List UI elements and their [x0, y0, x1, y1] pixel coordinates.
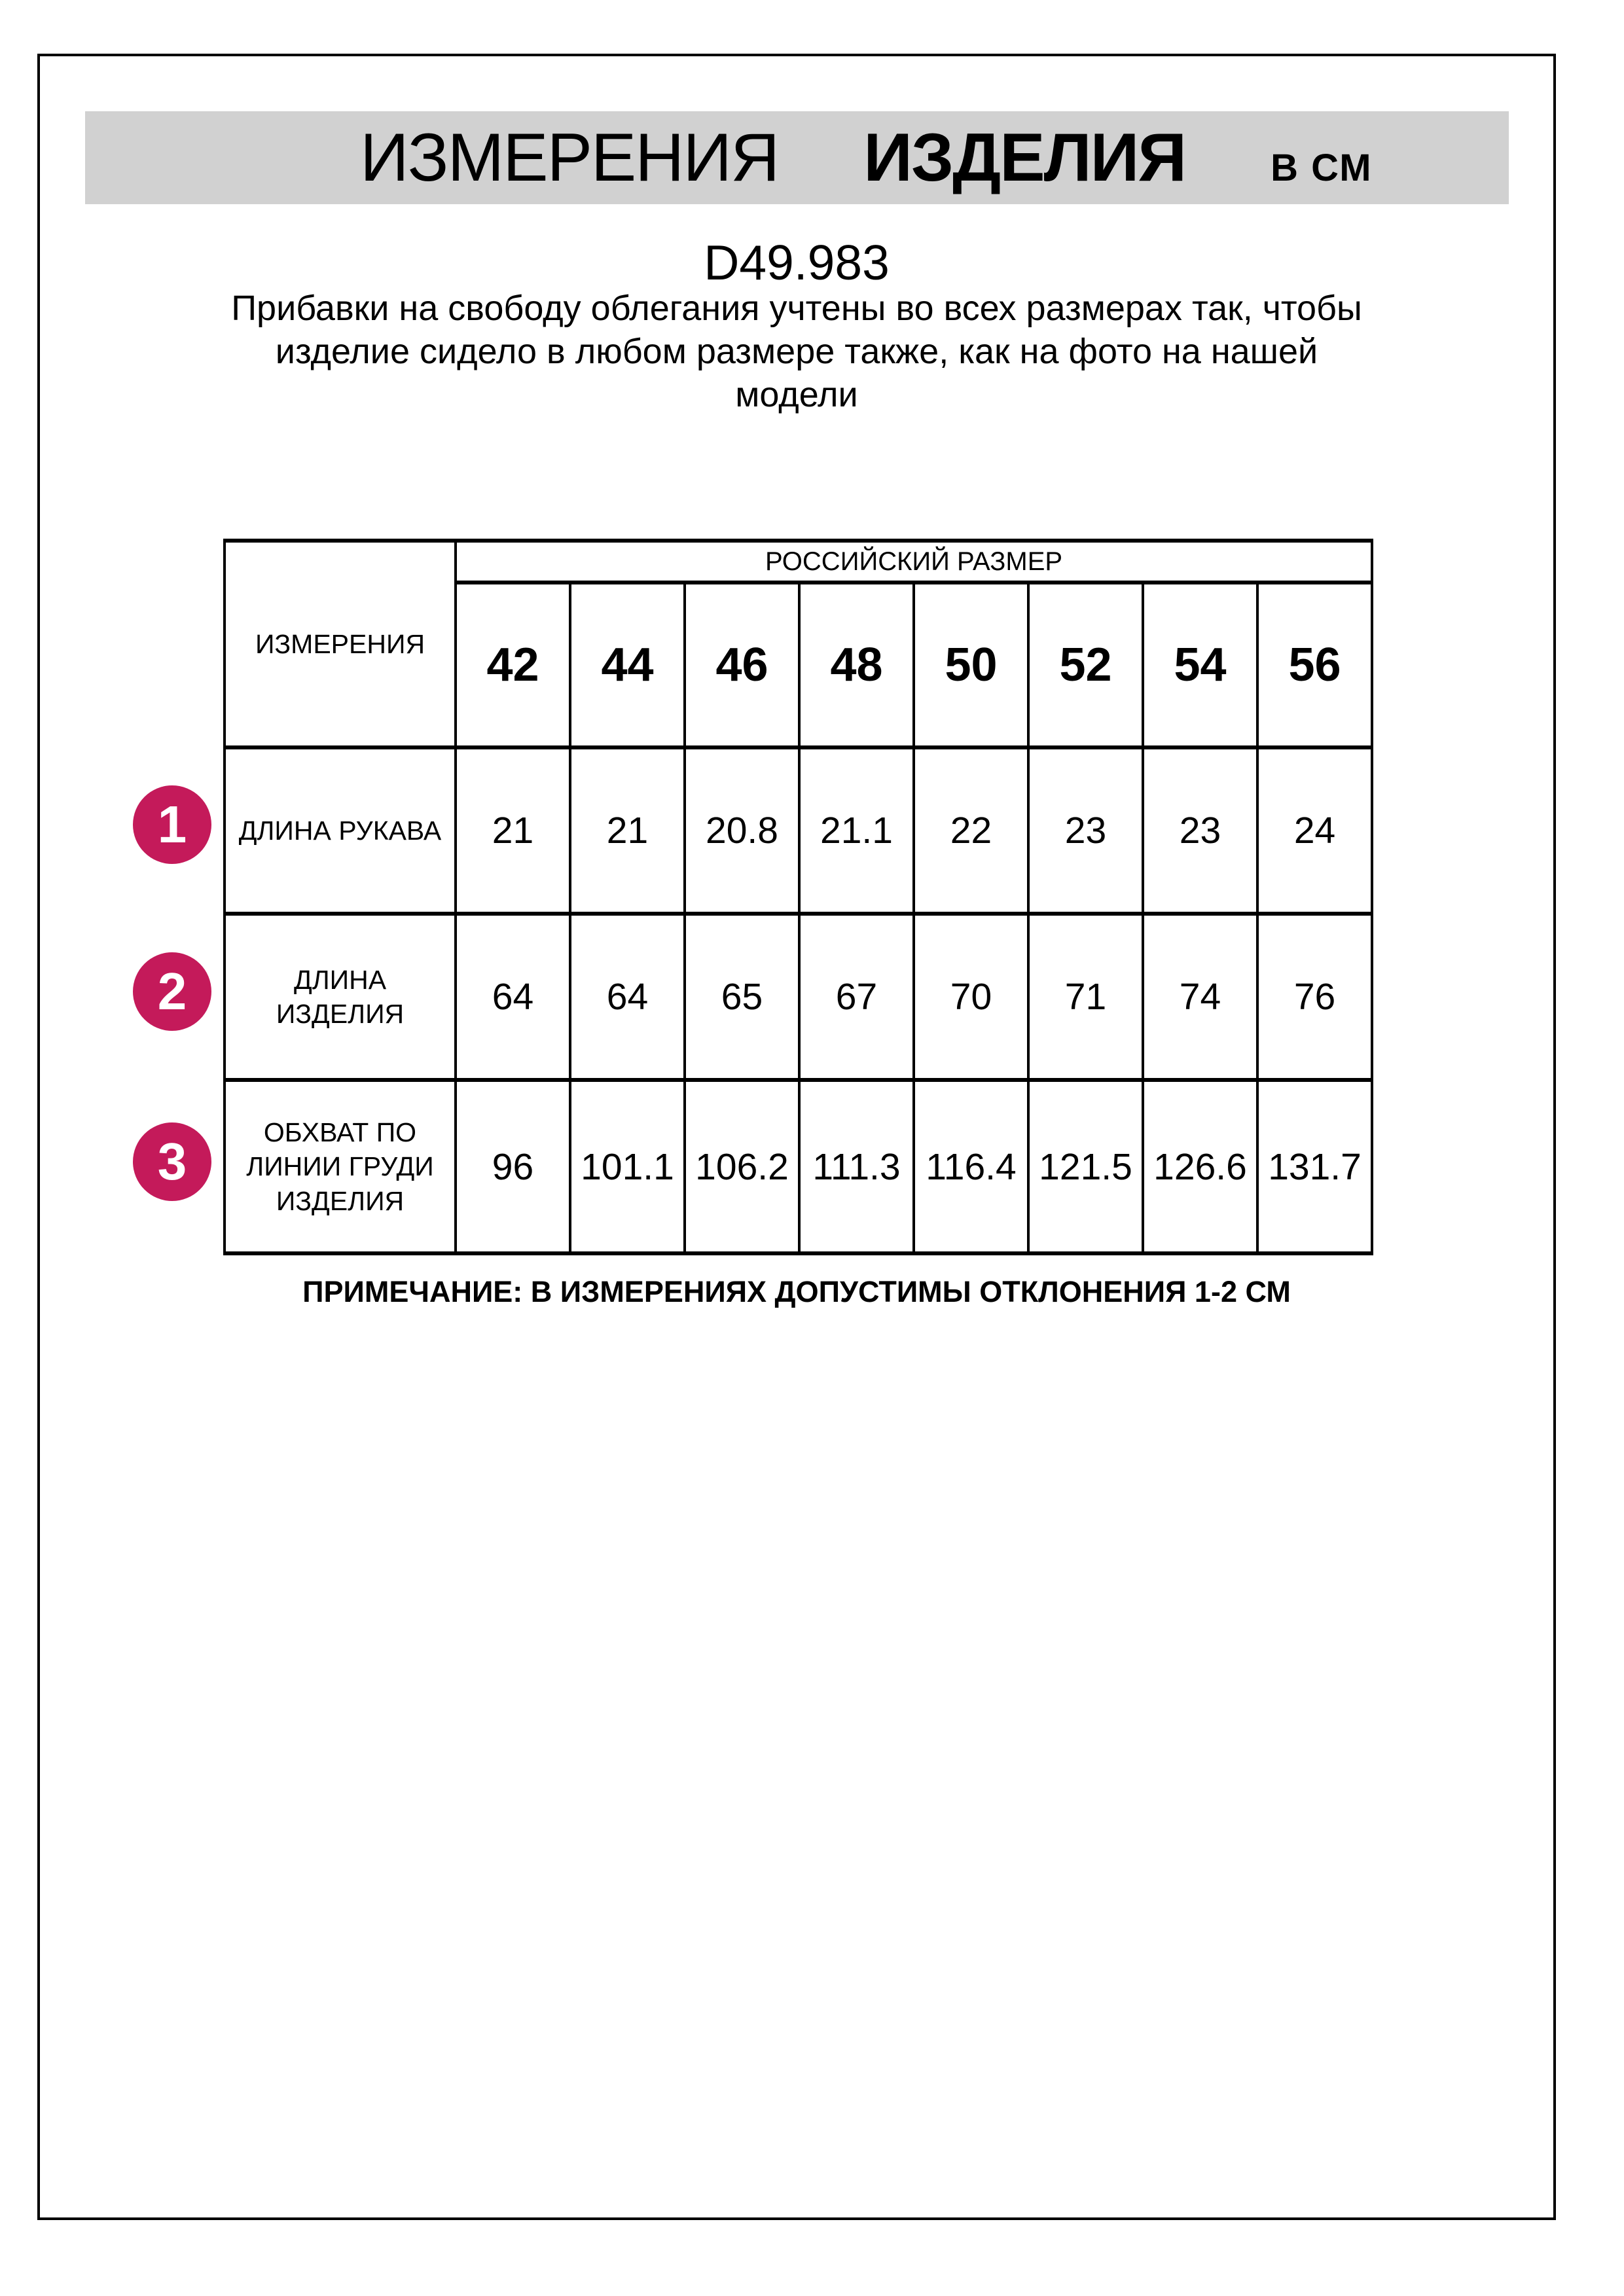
value-cell: 131.7 [1257, 1080, 1372, 1253]
value-cell: 22 [914, 747, 1028, 914]
value-cell: 21 [570, 747, 685, 914]
value-cell: 96 [456, 1080, 570, 1253]
value-cell: 23 [1028, 747, 1143, 914]
page-title-secondary: ИЗДЕЛИЯ [863, 120, 1186, 196]
description-line: модели [735, 375, 858, 414]
value-cell: 64 [570, 914, 685, 1080]
row-label: ОБХВАТ ПО ЛИНИИ ГРУДИ ИЗДЕЛИЯ [225, 1080, 456, 1253]
russian-size-header: РОССИЙСКИЙ РАЗМЕР [456, 541, 1372, 583]
fit-description [37, 287, 1556, 416]
size-header-cell: 48 [799, 583, 914, 747]
product-code: D49.983 [704, 235, 890, 290]
value-cell: 64 [456, 914, 570, 1080]
value-cell: 116.4 [914, 1080, 1028, 1253]
title-unit-label: В СМ [1271, 147, 1373, 189]
value-cell: 70 [914, 914, 1028, 1080]
page-title: ИЗМЕРЕНИЯ [360, 120, 779, 196]
row-label: ДЛИНА ИЗДЕЛИЯ [225, 914, 456, 1080]
description-line: Прибавки на свободу облегания учтены во всех размерах так, чтобы [231, 289, 1362, 328]
size-header-cell: 44 [570, 583, 685, 747]
size-header-cell: 46 [685, 583, 799, 747]
row-marker-3-icon: 3 [133, 1122, 211, 1201]
size-header-cell: 50 [914, 583, 1028, 747]
value-cell: 65 [685, 914, 799, 1080]
table-row-chest-girth [225, 1080, 1372, 1253]
value-cell: 74 [1143, 914, 1257, 1080]
size-header-cell: 56 [1257, 583, 1372, 747]
tolerance-note: ПРИМЕЧАНИЕ: В ИЗМЕРЕНИЯХ ДОПУСТИМЫ ОТКЛОНЕНИЯ 1-2 СМ [302, 1275, 1291, 1308]
description-line: изделие сидело в любом размере также, как на фото на нашей [275, 332, 1318, 371]
value-cell: 23 [1143, 747, 1257, 914]
table-group-header-row [225, 541, 1372, 583]
title-banner [85, 111, 1509, 204]
value-cell: 21 [456, 747, 570, 914]
row-marker-2-icon: 2 [133, 952, 211, 1031]
size-table [223, 539, 1373, 1255]
value-cell: 101.1 [570, 1080, 685, 1253]
size-header-cell: 42 [456, 583, 570, 747]
value-cell: 67 [799, 914, 914, 1080]
size-header-cell: 52 [1028, 583, 1143, 747]
value-cell: 126.6 [1143, 1080, 1257, 1253]
row-marker-1-icon: 1 [133, 785, 211, 864]
size-header-cell: 54 [1143, 583, 1257, 747]
value-cell: 76 [1257, 914, 1372, 1080]
table-row-item-length [225, 914, 1372, 1080]
value-cell: 111.3 [799, 1080, 914, 1253]
value-cell: 21.1 [799, 747, 914, 914]
row-label: ДЛИНА РУКАВА [225, 747, 456, 914]
table-row-sleeve-length [225, 747, 1372, 914]
value-cell: 20.8 [685, 747, 799, 914]
value-cell: 121.5 [1028, 1080, 1143, 1253]
value-cell: 106.2 [685, 1080, 799, 1253]
value-cell: 24 [1257, 747, 1372, 914]
measurements-column-header: ИЗМЕРЕНИЯ [225, 541, 456, 747]
value-cell: 71 [1028, 914, 1143, 1080]
